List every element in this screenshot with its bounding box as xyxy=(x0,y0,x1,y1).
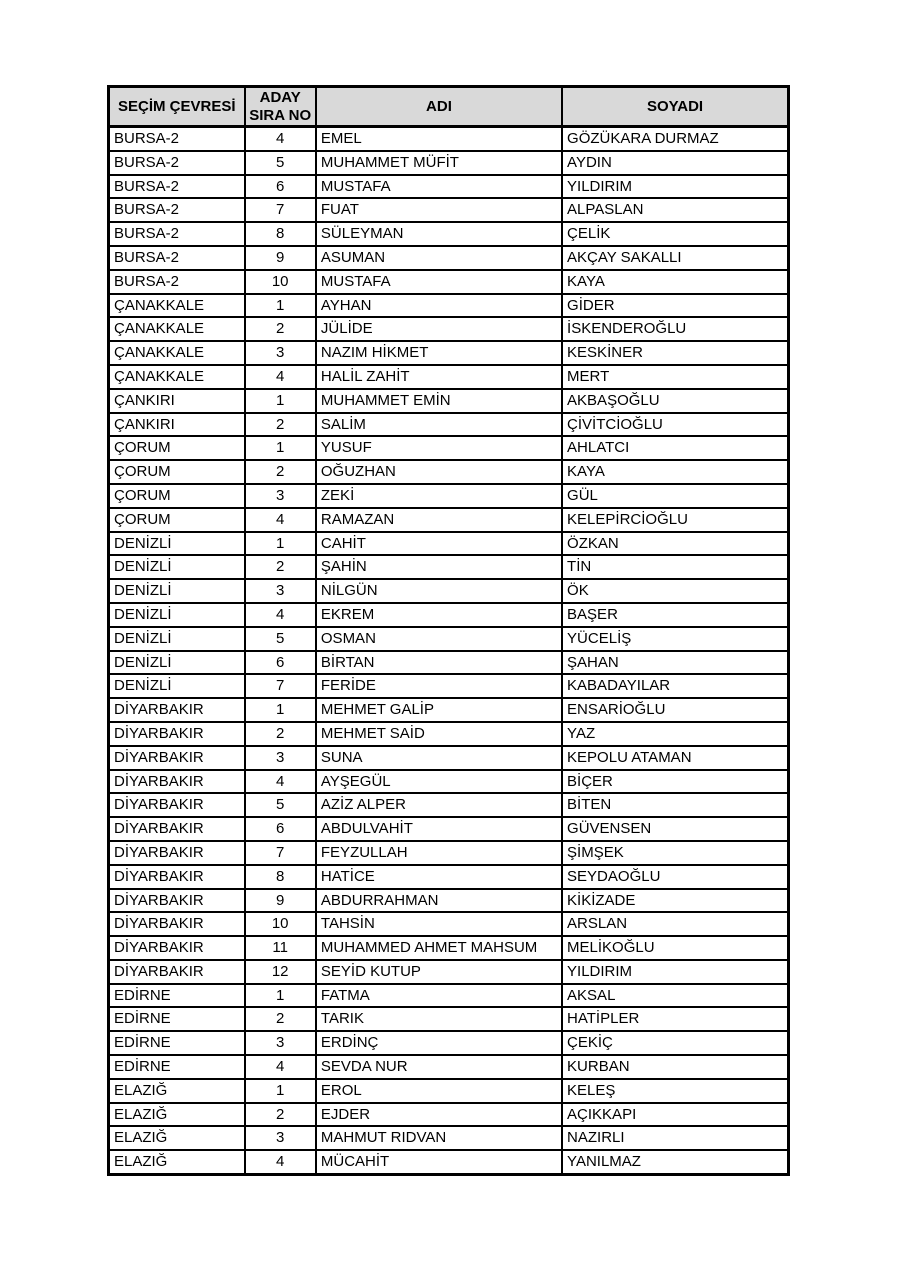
candidate-table xyxy=(107,85,790,1176)
table-row xyxy=(109,579,789,603)
table-row xyxy=(109,484,789,508)
table-row xyxy=(109,1007,789,1031)
table-cell-cell-district: BURSA-2 xyxy=(109,151,245,175)
table-cell-cell-district: ÇANAKKALE xyxy=(109,317,245,341)
table-cell-cell-number: 4 xyxy=(245,770,316,794)
table-cell-cell-number: 3 xyxy=(245,579,316,603)
table-row xyxy=(109,889,789,913)
table-cell-cell-district: DİYARBAKIR xyxy=(109,770,245,794)
table-row xyxy=(109,341,789,365)
table-cell-cell-number: 7 xyxy=(245,841,316,865)
table-cell-cell-surname: İSKENDEROĞLU xyxy=(562,317,788,341)
table-cell-cell-name: ERDİNÇ xyxy=(316,1031,562,1055)
table-cell-cell-district: ÇORUM xyxy=(109,460,245,484)
table-cell-cell-number: 6 xyxy=(245,651,316,675)
table-cell-cell-name: MEHMET SAİD xyxy=(316,722,562,746)
table-cell-cell-surname: KİKİZADE xyxy=(562,889,788,913)
table-cell-cell-district: ELAZIĞ xyxy=(109,1103,245,1127)
table-row xyxy=(109,1150,789,1174)
table-cell-cell-number: 5 xyxy=(245,627,316,651)
table-cell-cell-number: 3 xyxy=(245,1031,316,1055)
table-cell-cell-number: 8 xyxy=(245,222,316,246)
table-row xyxy=(109,1103,789,1127)
table-cell-cell-surname: KESKİNER xyxy=(562,341,788,365)
table-cell-cell-number: 5 xyxy=(245,151,316,175)
table-cell-cell-district: DİYARBAKIR xyxy=(109,698,245,722)
table-cell-cell-number: 2 xyxy=(245,317,316,341)
table-row xyxy=(109,151,789,175)
table-row xyxy=(109,960,789,984)
table-cell-cell-name: SEYİD KUTUP xyxy=(316,960,562,984)
table-cell-cell-surname: YÜCELİŞ xyxy=(562,627,788,651)
table-row xyxy=(109,746,789,770)
table-row xyxy=(109,1126,789,1150)
table-cell-cell-number: 2 xyxy=(245,555,316,579)
table-cell-cell-surname: SEYDAOĞLU xyxy=(562,865,788,889)
table-cell-cell-name: EKREM xyxy=(316,603,562,627)
table-row xyxy=(109,1031,789,1055)
table-cell-cell-surname: HATİPLER xyxy=(562,1007,788,1031)
table-cell-cell-district: DENİZLİ xyxy=(109,603,245,627)
table-cell-cell-name: BİRTAN xyxy=(316,651,562,675)
table-cell-cell-district: ÇANKIRI xyxy=(109,389,245,413)
table-cell-cell-district: ÇORUM xyxy=(109,508,245,532)
table-cell-cell-surname: GÖZÜKARA DURMAZ xyxy=(562,127,788,151)
table-cell-cell-district: EDİRNE xyxy=(109,984,245,1008)
table-cell-cell-surname: NAZIRLI xyxy=(562,1126,788,1150)
table-row xyxy=(109,222,789,246)
header-candidate-no: ADAY SIRA NO xyxy=(245,87,316,127)
table-cell-cell-number: 4 xyxy=(245,603,316,627)
table-cell-cell-number: 11 xyxy=(245,936,316,960)
table-cell-cell-surname: MELİKOĞLU xyxy=(562,936,788,960)
table-cell-cell-surname: GÜL xyxy=(562,484,788,508)
table-cell-cell-surname: KAYA xyxy=(562,460,788,484)
table-cell-cell-name: AYHAN xyxy=(316,294,562,318)
table-cell-cell-name: FEYZULLAH xyxy=(316,841,562,865)
table-cell-cell-surname: YANILMAZ xyxy=(562,1150,788,1174)
table-cell-cell-name: MAHMUT RIDVAN xyxy=(316,1126,562,1150)
table-row xyxy=(109,246,789,270)
table-cell-cell-name: YUSUF xyxy=(316,436,562,460)
table-cell-cell-name: CAHİT xyxy=(316,532,562,556)
table-cell-cell-district: DİYARBAKIR xyxy=(109,746,245,770)
table-cell-cell-district: DENİZLİ xyxy=(109,627,245,651)
table-cell-cell-surname: GİDER xyxy=(562,294,788,318)
table-cell-cell-surname: BİÇER xyxy=(562,770,788,794)
table-cell-cell-name: MEHMET GALİP xyxy=(316,698,562,722)
table-row xyxy=(109,317,789,341)
table-row xyxy=(109,460,789,484)
table-cell-cell-surname: YAZ xyxy=(562,722,788,746)
table-cell-cell-district: EDİRNE xyxy=(109,1007,245,1031)
table-cell-cell-name: JÜLİDE xyxy=(316,317,562,341)
table-cell-cell-surname: AKBAŞOĞLU xyxy=(562,389,788,413)
table-cell-cell-surname: ÇELİK xyxy=(562,222,788,246)
table-cell-cell-name: RAMAZAN xyxy=(316,508,562,532)
table-cell-cell-name: EJDER xyxy=(316,1103,562,1127)
table-cell-cell-surname: YILDIRIM xyxy=(562,960,788,984)
table-cell-cell-surname: GÜVENSEN xyxy=(562,817,788,841)
table-cell-cell-district: ÇANAKKALE xyxy=(109,294,245,318)
table-cell-cell-district: ÇANAKKALE xyxy=(109,341,245,365)
table-cell-cell-surname: KEPOLU ATAMAN xyxy=(562,746,788,770)
table-cell-cell-district: DİYARBAKIR xyxy=(109,817,245,841)
table-cell-cell-name: EROL xyxy=(316,1079,562,1103)
table-cell-cell-district: DİYARBAKIR xyxy=(109,960,245,984)
table-cell-cell-district: DENİZLİ xyxy=(109,532,245,556)
table-cell-cell-district: DİYARBAKIR xyxy=(109,793,245,817)
table-cell-cell-number: 10 xyxy=(245,912,316,936)
table-cell-cell-district: DENİZLİ xyxy=(109,555,245,579)
table-cell-cell-surname: AKSAL xyxy=(562,984,788,1008)
header-first-name: ADI xyxy=(316,87,562,127)
table-cell-cell-number: 2 xyxy=(245,722,316,746)
table-cell-cell-number: 6 xyxy=(245,817,316,841)
table-cell-cell-name: EMEL xyxy=(316,127,562,151)
table-cell-cell-number: 3 xyxy=(245,484,316,508)
table-cell-cell-district: BURSA-2 xyxy=(109,198,245,222)
table-row xyxy=(109,698,789,722)
table-cell-cell-number: 9 xyxy=(245,889,316,913)
table-cell-cell-number: 2 xyxy=(245,460,316,484)
table-cell-cell-name: OSMAN xyxy=(316,627,562,651)
table-row xyxy=(109,1079,789,1103)
table-cell-cell-surname: ÇİVİTCİOĞLU xyxy=(562,413,788,437)
table-cell-cell-surname: BAŞER xyxy=(562,603,788,627)
table-row xyxy=(109,984,789,1008)
table-cell-cell-number: 1 xyxy=(245,532,316,556)
table-cell-cell-surname: TİN xyxy=(562,555,788,579)
table-cell-cell-surname: YILDIRIM xyxy=(562,175,788,199)
table-cell-cell-district: DİYARBAKIR xyxy=(109,936,245,960)
table-cell-cell-number: 1 xyxy=(245,698,316,722)
table-row xyxy=(109,389,789,413)
table-cell-cell-number: 9 xyxy=(245,246,316,270)
table-row xyxy=(109,841,789,865)
table-cell-cell-surname: AÇIKKAPI xyxy=(562,1103,788,1127)
table-cell-cell-name: MUSTAFA xyxy=(316,270,562,294)
header-district: SEÇİM ÇEVRESİ xyxy=(109,87,245,127)
table-cell-cell-number: 1 xyxy=(245,389,316,413)
table-cell-cell-number: 8 xyxy=(245,865,316,889)
table-cell-cell-district: BURSA-2 xyxy=(109,270,245,294)
table-cell-cell-number: 4 xyxy=(245,127,316,151)
table-cell-cell-surname: MERT xyxy=(562,365,788,389)
table-body xyxy=(109,127,789,1175)
table-cell-cell-name: TAHSİN xyxy=(316,912,562,936)
table-cell-cell-district: EDİRNE xyxy=(109,1031,245,1055)
table-cell-cell-number: 7 xyxy=(245,674,316,698)
table-row xyxy=(109,722,789,746)
table-cell-cell-number: 4 xyxy=(245,1055,316,1079)
table-cell-cell-number: 1 xyxy=(245,436,316,460)
table-cell-cell-district: DİYARBAKIR xyxy=(109,912,245,936)
table-cell-cell-name: MUHAMMED AHMET MAHSUM xyxy=(316,936,562,960)
table-cell-cell-name: SÜLEYMAN xyxy=(316,222,562,246)
table-row xyxy=(109,793,789,817)
table-cell-cell-surname: KELEŞ xyxy=(562,1079,788,1103)
table-row xyxy=(109,627,789,651)
table-row xyxy=(109,508,789,532)
table-row xyxy=(109,770,789,794)
table-cell-cell-number: 6 xyxy=(245,175,316,199)
table-cell-cell-district: BURSA-2 xyxy=(109,175,245,199)
table-row xyxy=(109,555,789,579)
table-row xyxy=(109,817,789,841)
header-surname: SOYADI xyxy=(562,87,788,127)
table-cell-cell-number: 3 xyxy=(245,746,316,770)
table-cell-cell-surname: ARSLAN xyxy=(562,912,788,936)
table-row xyxy=(109,1055,789,1079)
table-cell-cell-number: 10 xyxy=(245,270,316,294)
table-cell-cell-name: MUHAMMET EMİN xyxy=(316,389,562,413)
table-cell-cell-name: ZEKİ xyxy=(316,484,562,508)
table-cell-cell-name: ASUMAN xyxy=(316,246,562,270)
table-row xyxy=(109,865,789,889)
table-cell-cell-surname: ÇEKİÇ xyxy=(562,1031,788,1055)
table-cell-cell-name: HATİCE xyxy=(316,865,562,889)
table-cell-cell-surname: KURBAN xyxy=(562,1055,788,1079)
table-row xyxy=(109,936,789,960)
table-cell-cell-district: ELAZIĞ xyxy=(109,1126,245,1150)
table-cell-cell-number: 1 xyxy=(245,1079,316,1103)
table-cell-cell-surname: KAYA xyxy=(562,270,788,294)
table-cell-cell-name: AYŞEGÜL xyxy=(316,770,562,794)
table-row xyxy=(109,436,789,460)
table-cell-cell-name: TARIK xyxy=(316,1007,562,1031)
table-cell-cell-name: SALİM xyxy=(316,413,562,437)
table-cell-cell-number: 4 xyxy=(245,1150,316,1174)
table-row xyxy=(109,294,789,318)
table-cell-cell-name: FATMA xyxy=(316,984,562,1008)
table-cell-cell-district: ÇANAKKALE xyxy=(109,365,245,389)
table-cell-cell-name: ABDURRAHMAN xyxy=(316,889,562,913)
table-cell-cell-number: 4 xyxy=(245,365,316,389)
table-cell-cell-name: FUAT xyxy=(316,198,562,222)
table-row xyxy=(109,912,789,936)
table-cell-cell-number: 7 xyxy=(245,198,316,222)
table-row xyxy=(109,674,789,698)
table-row xyxy=(109,270,789,294)
table-cell-cell-district: DİYARBAKIR xyxy=(109,841,245,865)
table-cell-cell-district: DİYARBAKIR xyxy=(109,865,245,889)
table-row xyxy=(109,603,789,627)
table-cell-cell-surname: ŞİMŞEK xyxy=(562,841,788,865)
table-cell-cell-district: DENİZLİ xyxy=(109,579,245,603)
table-header xyxy=(109,87,789,127)
table-row xyxy=(109,175,789,199)
table-cell-cell-surname: ŞAHAN xyxy=(562,651,788,675)
table-cell-cell-number: 2 xyxy=(245,1007,316,1031)
table-cell-cell-number: 5 xyxy=(245,793,316,817)
table-cell-cell-name: SUNA xyxy=(316,746,562,770)
table-cell-cell-number: 3 xyxy=(245,1126,316,1150)
table-cell-cell-name: OĞUZHAN xyxy=(316,460,562,484)
table-cell-cell-name: ABDULVAHİT xyxy=(316,817,562,841)
table-row xyxy=(109,413,789,437)
table-cell-cell-name: MÜCAHİT xyxy=(316,1150,562,1174)
table-cell-cell-district: BURSA-2 xyxy=(109,246,245,270)
table-cell-cell-name: HALİL ZAHİT xyxy=(316,365,562,389)
table-cell-cell-district: DENİZLİ xyxy=(109,674,245,698)
table-cell-cell-name: NİLGÜN xyxy=(316,579,562,603)
table-cell-cell-district: ÇORUM xyxy=(109,484,245,508)
table-cell-cell-number: 12 xyxy=(245,960,316,984)
table-cell-cell-district: DİYARBAKIR xyxy=(109,722,245,746)
table-cell-cell-name: AZİZ ALPER xyxy=(316,793,562,817)
table-cell-cell-name: SEVDA NUR xyxy=(316,1055,562,1079)
table-cell-cell-district: ÇORUM xyxy=(109,436,245,460)
table-cell-cell-surname: AKÇAY SAKALLI xyxy=(562,246,788,270)
table-cell-cell-district: BURSA-2 xyxy=(109,127,245,151)
table-cell-cell-name: NAZIM HİKMET xyxy=(316,341,562,365)
table-cell-cell-number: 2 xyxy=(245,413,316,437)
table-cell-cell-surname: ÖK xyxy=(562,579,788,603)
table-row xyxy=(109,532,789,556)
table-cell-cell-surname: AYDIN xyxy=(562,151,788,175)
table-cell-cell-surname: ÖZKAN xyxy=(562,532,788,556)
table-row xyxy=(109,365,789,389)
table-cell-cell-surname: KELEPİRCİOĞLU xyxy=(562,508,788,532)
table-cell-cell-name: MUSTAFA xyxy=(316,175,562,199)
table-cell-cell-number: 1 xyxy=(245,984,316,1008)
table-cell-cell-district: EDİRNE xyxy=(109,1055,245,1079)
table-row xyxy=(109,198,789,222)
table-cell-cell-surname: BİTEN xyxy=(562,793,788,817)
table-cell-cell-district: ÇANKIRI xyxy=(109,413,245,437)
table-cell-cell-number: 3 xyxy=(245,341,316,365)
table-cell-cell-number: 4 xyxy=(245,508,316,532)
table-row xyxy=(109,127,789,151)
table-cell-cell-surname: AHLATCI xyxy=(562,436,788,460)
table-cell-cell-surname: ENSARİOĞLU xyxy=(562,698,788,722)
table-cell-cell-name: FERİDE xyxy=(316,674,562,698)
table-cell-cell-surname: KABADAYILAR xyxy=(562,674,788,698)
header-row xyxy=(109,87,789,127)
table-cell-cell-district: ELAZIĞ xyxy=(109,1150,245,1174)
table-cell-cell-district: DİYARBAKIR xyxy=(109,889,245,913)
table-cell-cell-surname: ALPASLAN xyxy=(562,198,788,222)
table-cell-cell-name: MUHAMMET MÜFİT xyxy=(316,151,562,175)
table-cell-cell-number: 2 xyxy=(245,1103,316,1127)
table-row xyxy=(109,651,789,675)
table-cell-cell-district: BURSA-2 xyxy=(109,222,245,246)
table-cell-cell-number: 1 xyxy=(245,294,316,318)
table-cell-cell-district: DENİZLİ xyxy=(109,651,245,675)
table-cell-cell-name: ŞAHİN xyxy=(316,555,562,579)
table-cell-cell-district: ELAZIĞ xyxy=(109,1079,245,1103)
